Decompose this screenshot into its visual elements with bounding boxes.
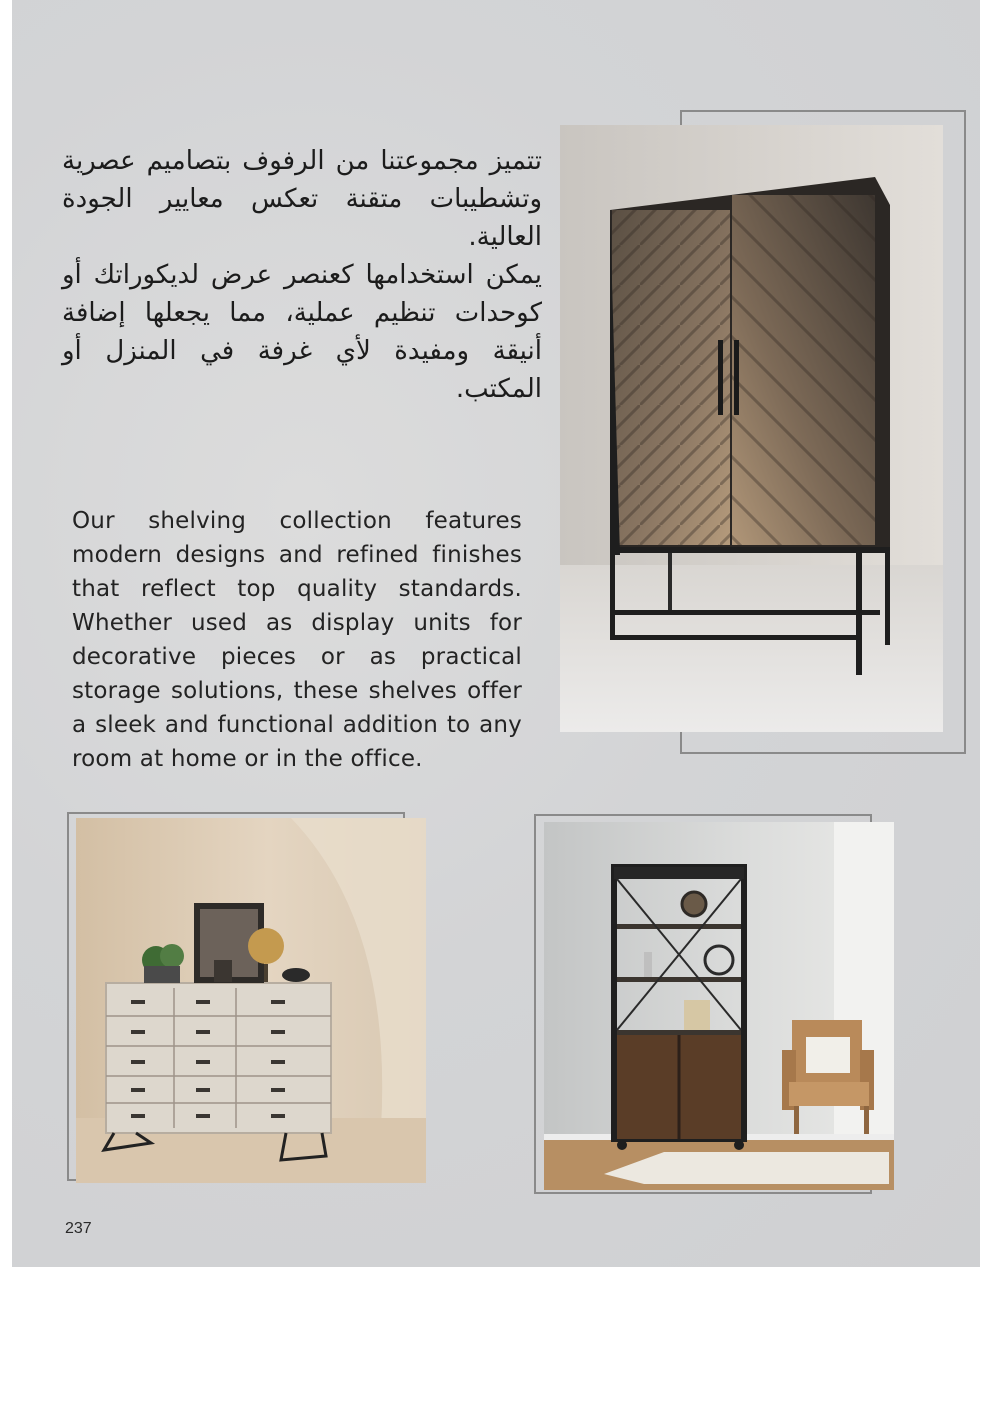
cabinet-photo [560,125,943,732]
dresser-photo [76,818,426,1183]
catalog-page [12,0,980,1267]
arabic-description [62,142,542,408]
page-number: 237 [65,1220,92,1237]
arabic-paragraph-1: تتميز مجموعتنا من الرفوف بتصاميم عصرية وتشطيبات متقنة تعكس معايير الجودة العالية. [62,146,542,252]
english-description: Our shelving collection features modern designs and refined finishes that reflect top quality standards. Whether used as display units for decorative pieces or as practical storage solutions, these shelves offer a sleek and functional addition to any room at home or in the office. [72,508,522,772]
arabic-paragraph-2: يمكن استخدامها كعنصر عرض لديكوراتك أو كوحدات تنظيم عملية، مما يجعلها إضافة أنيقة ومفيدة لأي غرفة في المنزل أو المكتب. [62,260,542,404]
bookcase-photo [544,822,894,1190]
